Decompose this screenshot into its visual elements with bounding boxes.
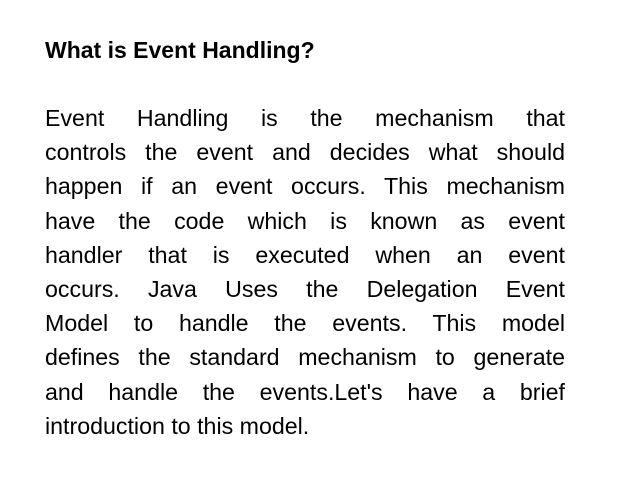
body-line: defines the standard mechanism to generate <box>45 344 565 371</box>
body-line: controls the event and decides what should <box>45 139 565 166</box>
body-line: Event Handling is the mechanism that <box>45 105 565 131</box>
body-paragraph <box>45 101 565 443</box>
slide-heading: What is Event Handling? <box>45 37 315 63</box>
body-line: occurs. Java Uses the Delegation Event <box>45 276 565 303</box>
body-line: Model to handle the events. This model <box>45 310 565 337</box>
body-line: introduction to this model. <box>45 412 310 439</box>
body-line: handler that is executed when an event <box>45 241 565 268</box>
body-line: and handle the events.Let's have a brief <box>45 378 565 405</box>
body-line: happen if an event occurs. This mechanism <box>45 173 565 200</box>
body-line: have the code which is known as event <box>45 207 565 234</box>
